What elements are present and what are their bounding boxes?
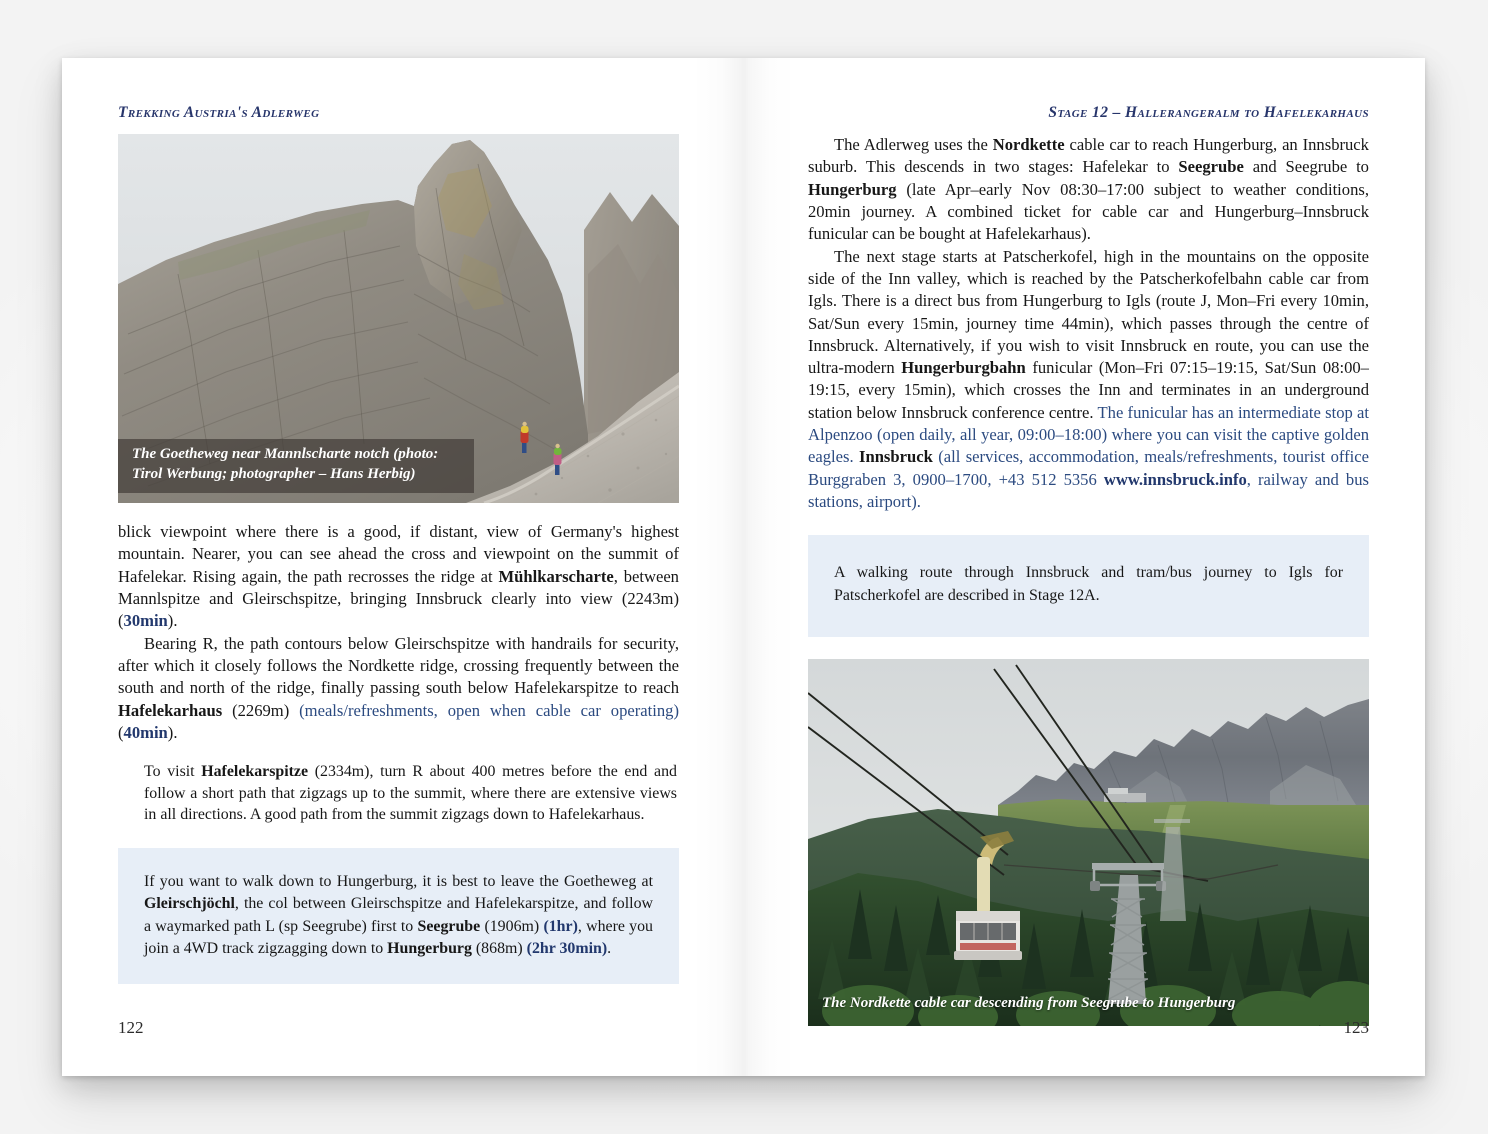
open-book xyxy=(62,58,1425,1076)
text-run-time: (2hr 30min) xyxy=(526,939,608,957)
text-run: (868m) xyxy=(471,939,527,957)
sub-paragraph-hafelekarspitze xyxy=(118,761,679,826)
paragraph-bearing-r xyxy=(118,633,679,745)
info-box-stage-12a xyxy=(808,535,1369,637)
spacer xyxy=(808,513,1369,535)
text-run: (2334m), turn R about 400 metres before the end and follow a short path that zigzags up to the summit, where there are extensive views in all directions. A good path from the summit zigzags down to Hafelekarhaus. xyxy=(144,763,677,824)
running-head-right: Stage 12 – Hallerangeralm to Hafelekarhaus xyxy=(1048,104,1369,121)
text-run-time: 40min xyxy=(123,722,168,742)
text-run: , where you join a 4WD track zigzagging down to xyxy=(144,917,654,957)
text-run-bold: Seegrube xyxy=(417,917,481,935)
text-run: and Seegrube to xyxy=(1243,157,1369,177)
text-run-bold: Seegrube xyxy=(1178,157,1244,177)
text-run: blick viewpoint where there is a good, if distant, view of Germany's highest mountain. Nearer, you can see ahead the cross and viewpoint on the summit of Hafelekar. Rising again, the path recrosses the ridge at xyxy=(118,522,679,586)
text-run: , between Mannlspitze and Gleirschspitze, bringing Innsbruck clearly into view (2243m) ( xyxy=(118,566,679,631)
running-head-left: Trekking Austria's Adlerweg xyxy=(118,104,320,121)
text-run: (2269m) xyxy=(222,700,300,720)
spacer xyxy=(808,637,1369,659)
right-page xyxy=(744,58,1426,1076)
text-run: The next stage starts at Patscherkofel, high in the mountains on the opposite side of the Inn valley, which is reached by the Patscherkofelbahn cable car from Igls. There is a direct bus from Hungerburg to Igls (route J, Mon–Fri every 10min, Sat/Sun every 15min, journey time 44min), which passes through the centre of Innsbruck. Alternatively, if you wish to visit Innsbruck en route, you can use the ultra-modern xyxy=(808,246,1369,378)
left-page xyxy=(62,58,744,1076)
text-run: A walking route through Innsbruck and tram/bus journey to Igls for Patscherkofel are described in Stage 12A. xyxy=(834,564,1343,604)
photo-caption-nordkette: The Nordkette cable car descending from Seegrube to Hungerburg xyxy=(822,995,1236,1012)
text-run-time: 30min xyxy=(123,611,168,631)
text-run: , railway and bus stations, airport). xyxy=(808,469,1369,511)
info-box-hungerburg-descent xyxy=(118,848,679,984)
text-run: To visit xyxy=(144,763,202,781)
text-run: , the col between Gleirschspitze and Hafelekarspitze, and follow a waymarked path L (sp Seegrube) first to xyxy=(144,895,653,935)
text-run-innsbruck-details: (all services, accommodation, meals/refreshments, tourist office Burggraben 3, 0900–1700, +43 512 5356 xyxy=(808,447,1369,489)
text-run-bold: Gleirschjöchl xyxy=(144,895,235,913)
text-run-bold: Hungerburg xyxy=(808,179,897,199)
photo-caption-goetheweg: The Goetheweg near Mannlscharte notch (photo: Tirol Werbung; photographer – Hans Herbig) xyxy=(118,439,474,493)
page-number-left: 122 xyxy=(118,1018,144,1037)
text-run: cable car to reach Hungerburg, an Innsbruck suburb. This descends in two stages: Hafelekar to xyxy=(808,135,1369,177)
text-run: The Adlerweg uses the xyxy=(834,135,993,154)
text-run: ). xyxy=(167,611,178,631)
text-run-alpenzoo: The funicular has an intermediate stop at Alpenzoo (open daily, all year, 09:00–18:00) where you can visit the captive golden eagles. xyxy=(808,402,1369,467)
text-run-bold: Mühlkarscharte xyxy=(498,566,614,586)
text-run: funicular (Mon–Fri 07:15–19:15, Sat/Sun 08:00–19:15, every 15min), which crosses the Inn and terminates in an underground station below Innsbruck conference centre. xyxy=(808,358,1369,422)
text-run-bold: Nordkette xyxy=(992,135,1065,154)
left-column xyxy=(118,134,679,984)
paragraph-adlerweg-nordkette xyxy=(808,134,1369,246)
text-run: . xyxy=(607,939,612,957)
text-run-bold: Hungerburgbahn xyxy=(901,358,1026,378)
right-column xyxy=(808,134,1369,1026)
text-run-note: (meals/refreshments, open when cable car operating) xyxy=(299,700,679,720)
text-run: ( xyxy=(118,722,124,742)
text-run-time: (1hr) xyxy=(543,917,578,935)
page-number-right: 123 xyxy=(1343,1018,1369,1037)
text-run-bold: Hafelekarspitze xyxy=(201,763,309,781)
text-run: If you want to walk down to Hungerburg, it is best to leave the Goetheweg at xyxy=(144,873,653,890)
text-run-bold: Innsbruck xyxy=(859,447,933,467)
text-run: (late Apr–early Nov 08:30–17:00 subject to weather conditions, 20min journey. A combined ticket for cable car and Hungerburg–Innsbruck funicular can be bought at Hafelekarhaus). xyxy=(808,179,1369,244)
website-link[interactable]: www.innsbruck.info xyxy=(1103,469,1247,489)
paragraph-patscherkofel xyxy=(808,246,1369,514)
text-run-bold: Hungerburg xyxy=(387,939,472,957)
paragraph-blick-viewpoint xyxy=(118,521,679,633)
text-run: ). xyxy=(167,722,178,742)
text-run: (1906m) xyxy=(480,917,544,935)
photo-nordkette-art xyxy=(808,659,1369,1026)
photo-nordkette-cable-car xyxy=(808,659,1369,1026)
text-run: Bearing R, the path contours below Gleirschspitze with handrails for security, after which it closely follows the Nordkette ridge, crossing frequently between the south and north of the ridge, finally passing south below Hafelekarspitze to reach xyxy=(118,633,679,698)
photo-goetheweg xyxy=(118,134,679,503)
text-run-bold: Hafelekarhaus xyxy=(118,700,223,720)
spacer xyxy=(118,503,679,521)
